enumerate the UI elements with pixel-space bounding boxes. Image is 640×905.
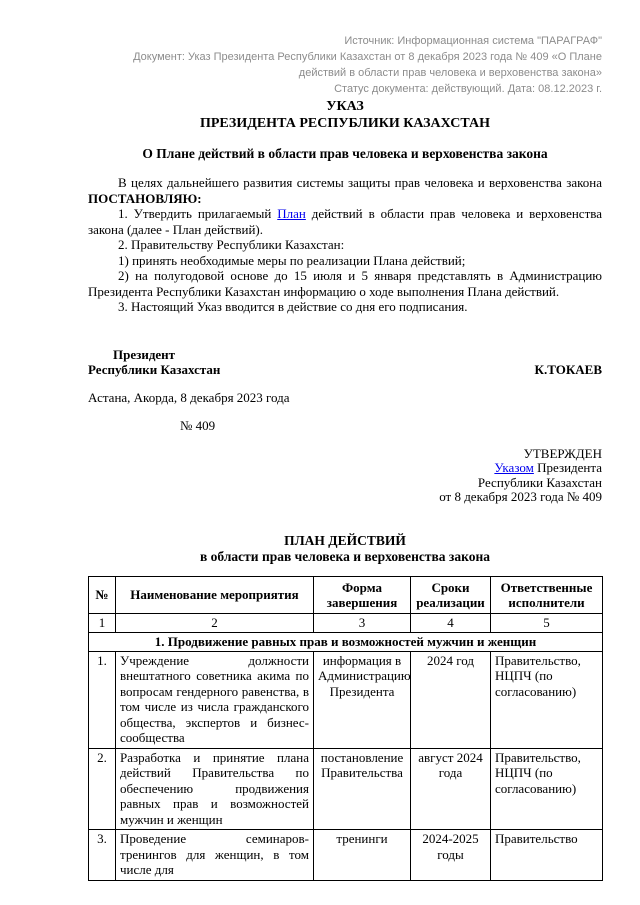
plan-title-line1: ПЛАН ДЕЙСТВИЙ xyxy=(284,532,406,548)
header-cell-responsible: Ответственные исполнители xyxy=(491,576,603,613)
paragraph-1-after-link: действий в области прав человека и верховенства закона (далее - План действий). xyxy=(88,206,602,237)
signer-row xyxy=(88,362,602,378)
column-number-2: 2 xyxy=(116,613,314,632)
row-number: 2. xyxy=(89,748,116,830)
header-cell-number: № xyxy=(89,576,116,613)
table-row xyxy=(89,651,603,748)
row-completion-form: постановление Правительства xyxy=(314,748,411,830)
plan-link[interactable]: План xyxy=(277,206,306,221)
decree-heading-line1: УКАЗ xyxy=(326,99,364,114)
doc-status-line: Статус документа: действующий. Дата: 08.12.2023 г. xyxy=(334,83,602,95)
ukaz-link[interactable]: Указом xyxy=(494,460,534,475)
signer-position-line1: Президент xyxy=(113,346,176,362)
row-activity-name: Разработка и принятие плана действий Правительства по обеспечению продвижения равных прав и возможностей мужчин и женщин xyxy=(116,748,314,830)
table-row xyxy=(89,748,603,830)
decree-paragraph-3: 3. Настоящий Указ вводится в действие со дня его подписания. xyxy=(118,299,468,314)
row-term: 2024-2025 годы xyxy=(411,830,491,881)
column-number-1: 1 xyxy=(89,613,116,632)
decree-subject: О Плане действий в области прав человека и верховенства закона xyxy=(142,146,548,161)
decree-paragraph-preamble xyxy=(88,175,602,206)
row-responsible: Правительство, НЦПЧ (по согласованию) xyxy=(491,748,603,830)
column-number-4: 4 xyxy=(411,613,491,632)
approval-line3: Республики Казахстан xyxy=(477,474,602,490)
decree-paragraph-1 xyxy=(88,206,602,237)
table-row xyxy=(89,830,603,881)
row-responsible: Правительство, НЦПЧ (по согласованию) xyxy=(491,651,603,748)
section-header: 1. Продвижение равных прав и возможностей мужчин и женщин xyxy=(89,632,603,651)
plan-title xyxy=(88,533,602,565)
table-column-numbers-row xyxy=(89,613,603,632)
decree-body xyxy=(88,175,602,315)
action-plan-table xyxy=(88,576,603,881)
table-section-row xyxy=(89,632,603,651)
preamble-text: В целях дальнейшего развития системы защиты прав человека и верховенства закона xyxy=(118,175,602,190)
header-cell-name: Наименование мероприятия xyxy=(116,576,314,613)
row-term: август 2024 года xyxy=(411,748,491,830)
signer-position-line2: Республики Казахстан xyxy=(88,362,221,377)
column-number-3: 3 xyxy=(314,613,411,632)
row-completion-form: информация в Администрацию Президента xyxy=(314,651,411,748)
plan-table-container xyxy=(88,576,602,881)
row-number: 1. xyxy=(89,651,116,748)
table-header-row xyxy=(89,576,603,613)
signature-block xyxy=(88,347,602,434)
header-cell-form: Форма завершения xyxy=(314,576,411,613)
approval-line1: УТВЕРЖДЕН xyxy=(523,445,602,461)
column-number-5: 5 xyxy=(491,613,603,632)
signer-name: К.ТОКАЕВ xyxy=(534,362,602,377)
decree-heading-line2: ПРЕЗИДЕНТА РЕСПУБЛИКИ КАЗАХСТАН xyxy=(199,115,490,131)
approval-line4: от 8 декабря 2023 года № 409 xyxy=(439,489,602,504)
decree-subparagraph-2: 2) на полугодовой основе до 15 июля и 5 января представлять в Администрацию Президента Республики Казахстан информацию о ходе выполнения Плана действий. xyxy=(88,268,602,299)
row-activity-name: Проведение семинаров-тренингов для женщин, в том числе для xyxy=(116,830,314,881)
doc-reference-line: Документ: Указ Президента Республики Казахстан от 8 декабря 2023 года № 409 «О Плане действий в области прав человека и верховенства закона» xyxy=(133,51,602,79)
plan-title-line2: в области прав человека и верховенства закона xyxy=(200,548,490,564)
resolve-word: ПОСТАНОВЛЯЮ: xyxy=(88,190,202,206)
decree-number: № 409 xyxy=(180,418,216,433)
decree-heading xyxy=(88,99,602,132)
header-cell-term: Сроки реализации xyxy=(411,576,491,613)
approval-line2-rest: Президента xyxy=(533,460,602,475)
decree-paragraph-2: 2. Правительству Республики Казахстан: xyxy=(118,237,345,252)
decree-subparagraph-1: 1) принять необходимые меры по реализации Плана действий; xyxy=(118,252,466,268)
row-number: 3. xyxy=(89,830,116,881)
document-metadata xyxy=(88,33,602,97)
signature-place-date: Астана, Акорда, 8 декабря 2023 года xyxy=(88,389,290,405)
row-term: 2024 год xyxy=(411,651,491,748)
row-completion-form: тренинги xyxy=(314,830,411,881)
approval-block xyxy=(88,447,602,505)
approval-line2 xyxy=(88,461,602,476)
paragraph-1-before-link: 1. Утвердить прилагаемый xyxy=(118,206,278,221)
row-responsible: Правительство xyxy=(491,830,603,881)
row-activity-name: Учреждение должности внештатного советника акима по вопросам гендерного равенства, в том числе из числа гражданского общества, экспертов и бизнес-сообщества xyxy=(116,651,314,748)
doc-source-line: Источник: Информационная система "ПАРАГРАФ" xyxy=(344,35,602,47)
